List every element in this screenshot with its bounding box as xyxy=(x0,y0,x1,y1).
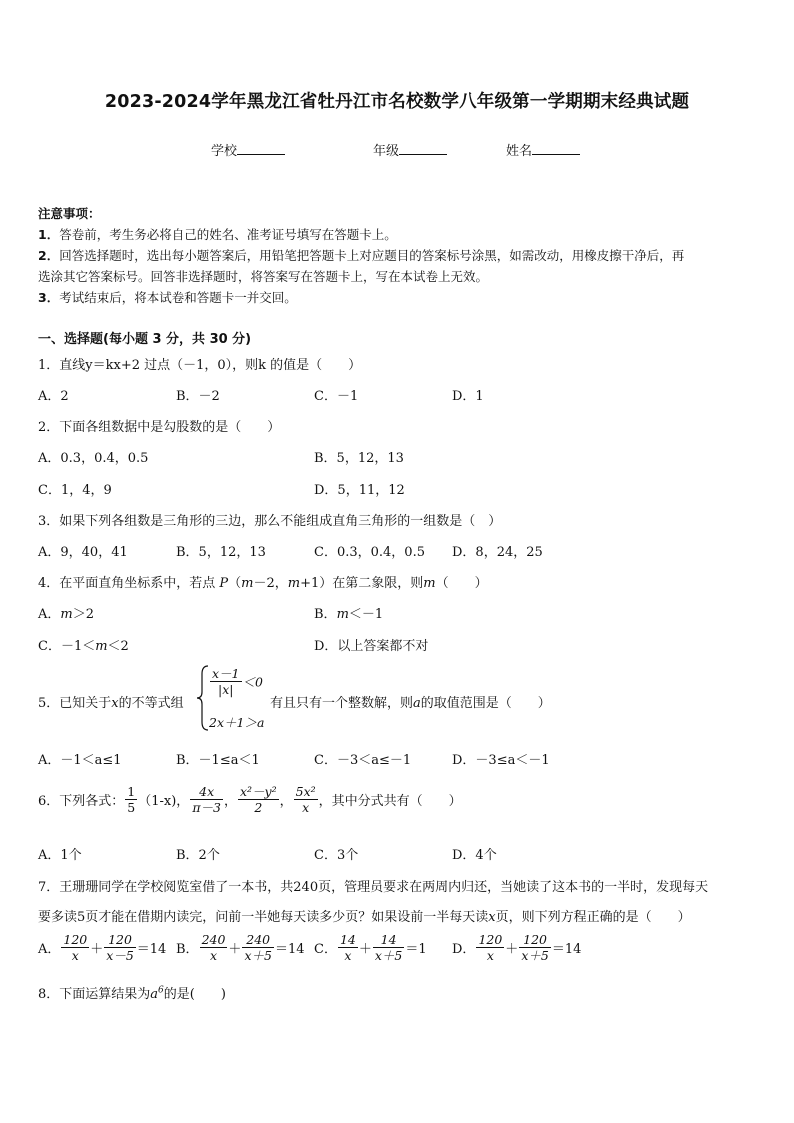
q7-option-b: B． $\frac{240}{x}$ ＋ $\frac{240}{x+5}$ ＝14 xyxy=(176,932,305,963)
instruction-1: 1．答卷前，考生务必将自己的姓名、准考证号填写在答题卡上。 xyxy=(38,227,397,242)
q2-option-c: C．1，4，9 xyxy=(38,483,112,498)
q4-option-d: D．以上答案都不对 xyxy=(314,639,429,654)
q4-option-c: C．－1＜m＜2 xyxy=(38,639,129,654)
name-blank[interactable] xyxy=(532,141,580,155)
q7-stem-line1: 7．王珊珊同学在学校阅览室借了一本书，共240页，管理员要求在两周内归还，当她读了这本书的一半时，发现每天 xyxy=(38,880,709,895)
q3-stem: 3．如果下列各组数是三角形的三边，那么不能组成直角三角形的一组数是（ ） xyxy=(38,514,502,529)
q3-option-c: C．0.3，0.4，0.5 xyxy=(314,545,425,560)
school-field: 学校 xyxy=(211,140,285,159)
instructions-heading: 注意事项： xyxy=(38,206,101,221)
q1-option-b: B．－2 xyxy=(176,389,220,404)
q6-option-c: C．3个 xyxy=(314,848,359,863)
name-field: 姓名 xyxy=(506,140,580,159)
q5-inequality-2: 2x＋1＞a xyxy=(209,715,265,730)
exam-title: 2023-2024学年黑龙江省牡丹江市名校数学八年级第一学期期末经典试题 xyxy=(104,92,690,112)
q6-option-b: B．2个 xyxy=(176,848,220,863)
q7-option-a: A． $\frac{120}{x}$ ＋ $\frac{120}{x-5}$ ＝14 xyxy=(38,932,167,963)
q5-option-a: A．－1＜a≤1 xyxy=(38,753,122,768)
q5-left-brace xyxy=(196,664,210,732)
info-fields xyxy=(0,140,794,160)
section-heading: 一、选择题(每小题 3 分，共 30 分) xyxy=(38,332,252,347)
grade-blank[interactable] xyxy=(399,141,447,155)
q4-option-a: A．m＞2 xyxy=(38,607,94,622)
q5-option-d: D．－3≤a＜－1 xyxy=(452,753,550,768)
q2-stem: 2．下面各组数据中是勾股数的是（ ） xyxy=(38,420,281,435)
q5-option-c: C．－3＜a≤－1 xyxy=(314,753,412,768)
q2-option-d: D．5，11，12 xyxy=(314,483,405,498)
instruction-3: 3．考试结束后，将本试卷和答题卡一并交回。 xyxy=(38,290,297,305)
grade-field: 年级 xyxy=(373,140,447,159)
school-blank[interactable] xyxy=(237,141,285,155)
q4-stem: 4．在平面直角坐标系中，若点 P（m－2，m+1）在第二象限，则m（ ） xyxy=(38,576,488,591)
q2-option-a: A．0.3，0.4，0.5 xyxy=(38,451,149,466)
q1-stem: 1．直线y＝kx+2 过点（－1，0），则k 的值是（ ） xyxy=(38,358,362,373)
q5-inequality-1: $\frac{x-1}{|x|}$ ＜0 xyxy=(212,666,263,697)
q7-option-c: C． $\frac{14}{x}$ ＋ $\frac{14}{x+5}$ ＝1 xyxy=(314,932,427,963)
q6-option-d: D．4个 xyxy=(452,848,497,863)
q1-option-c: C．－1 xyxy=(314,389,359,404)
q2-option-b: B．5，12，13 xyxy=(314,451,404,466)
q7-stem-line2: 要多读5页才能在借期内读完，问前一半她每天读多少页？如果设前一半每天读x页，则下列方程正确的是（ ） xyxy=(38,910,691,925)
instructions xyxy=(38,203,758,308)
q8-stem: 8．下面运算结果为$a^6$的是( ) xyxy=(38,985,226,1002)
instruction-2-cont: 选涂其它答案标号。回答非选择题时，将答案写在答题卡上，写在本试卷上无效。 xyxy=(38,269,489,284)
q3-option-d: D．8，24，25 xyxy=(452,545,543,560)
q5-option-b: B．－1≤a＜1 xyxy=(176,753,260,768)
q5-stem-right: 有且只有一个整数解，则a的取值范围是（ ） xyxy=(270,696,551,711)
q4-option-b: B．m＜－1 xyxy=(314,607,384,622)
q3-option-a: A．9，40，41 xyxy=(38,545,128,560)
q7-option-d: D． $\frac{120}{x}$ ＋ $\frac{120}{x+5}$ ＝14 xyxy=(452,932,582,963)
q5-stem-left: 5．已知关于x的不等式组 xyxy=(38,696,184,711)
q6-option-a: A．1个 xyxy=(38,848,82,863)
instruction-2: 2．回答选择题时，选出每小题答案后，用铅笔把答题卡上对应题目的答案标号涂黑，如需改动，用橡皮擦干净后，再 xyxy=(38,248,685,263)
q6-stem: 6．下列各式： $\frac{1}{5}$ （1-x)， $\frac{4x}{\pi-3}$ ， $\frac{\text{x²－y²}}{2}$ ， $\frac{\text{5x²}}{x}$ ，其中分式共有（ ） xyxy=(38,784,462,815)
q1-option-a: A．2 xyxy=(38,389,69,404)
q1-option-d: D．1 xyxy=(452,389,484,404)
q3-option-b: B．5，12，13 xyxy=(176,545,266,560)
